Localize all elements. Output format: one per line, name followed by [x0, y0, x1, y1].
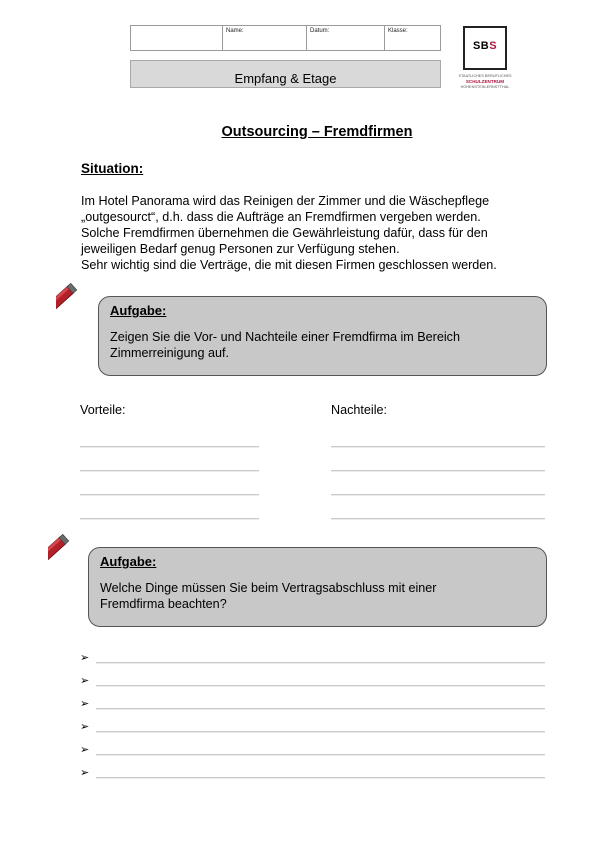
- school-logo: [463, 26, 507, 70]
- task-1-heading: Aufgabe:: [110, 303, 167, 318]
- disadvantages-write-line[interactable]: [331, 470, 545, 471]
- situation-line: Sehr wichtig sind die Verträge, die mit diesen Firmen geschlossen werden.: [81, 258, 497, 272]
- task-box-2: [88, 547, 547, 627]
- disadvantages-write-line[interactable]: [331, 446, 545, 447]
- advantages-write-line[interactable]: [80, 494, 259, 495]
- name-field[interactable]: [222, 26, 306, 50]
- header-form: [130, 25, 441, 51]
- bullet-arrow-icon: ➢: [80, 721, 90, 733]
- advantages-write-line[interactable]: [80, 470, 259, 471]
- class-field[interactable]: [384, 26, 440, 50]
- subject-banner: Empfang & Etage: [130, 60, 441, 88]
- task-2-heading: Aufgabe:: [100, 554, 157, 569]
- bullet-arrow-icon: ➢: [80, 767, 90, 779]
- date-label: Datum:: [310, 28, 330, 34]
- task-2-line: Fremdfirma beachten?: [100, 597, 227, 611]
- advantages-write-line[interactable]: [80, 446, 259, 447]
- advantages-label: Vorteile:: [80, 403, 126, 417]
- bullet-arrow-icon: ➢: [80, 675, 90, 687]
- task-1-line: Zimmerreinigung auf.: [110, 346, 229, 360]
- date-field[interactable]: [306, 26, 384, 50]
- situation-text: [81, 193, 571, 273]
- situation-line: jeweiligen Bedarf genug Personen zur Verfügung stehen.: [81, 242, 400, 256]
- task-box-1: [98, 296, 547, 376]
- answer-write-line[interactable]: [96, 662, 545, 663]
- name-label: Name:: [226, 28, 244, 34]
- logo-line-2: SCHULZENTRUM: [465, 79, 505, 84]
- logo-mark: SBS: [472, 40, 498, 52]
- bullet-arrow-icon: ➢: [80, 652, 90, 664]
- disadvantages-write-line[interactable]: [331, 518, 545, 519]
- page-title: Outsourcing – Fremdfirmen: [221, 124, 413, 140]
- pencil-icon: [56, 283, 110, 343]
- situation-heading: Situation:: [81, 161, 144, 176]
- disadvantages-label: Nachteile:: [331, 403, 388, 417]
- bullet-arrow-icon: ➢: [80, 744, 90, 756]
- situation-line: Solche Fremdfirmen übernehmen die Gewährleistung dafür, dass für den: [81, 226, 488, 240]
- answer-write-line[interactable]: [96, 685, 545, 686]
- task-2-text: [100, 580, 540, 612]
- task-2-line: Welche Dinge müssen Sie beim Vertragsabschluss mit einer: [100, 581, 437, 595]
- situation-line: Im Hotel Panorama wird das Reinigen der Zimmer und die Wäschepflege: [81, 194, 490, 208]
- answer-write-line[interactable]: [96, 754, 545, 755]
- pencil-icon: [48, 534, 102, 594]
- task-1-line: Zeigen Sie die Vor- und Nachteile einer Fremdfirma im Bereich: [110, 330, 460, 344]
- advantages-write-line[interactable]: [80, 518, 259, 519]
- logo-line-3: HOHENSTEIN-ERNSTTHAL: [460, 85, 510, 89]
- answer-write-line[interactable]: [96, 708, 545, 709]
- answer-write-line[interactable]: [96, 731, 545, 732]
- situation-line: „outgesourct“, d.h. dass die Aufträge an Fremdfirmen vergeben werden.: [81, 210, 481, 224]
- answer-write-line[interactable]: [96, 777, 545, 778]
- class-label: Klasse:: [388, 28, 408, 34]
- bullet-arrow-icon: ➢: [80, 698, 90, 710]
- disadvantages-write-line[interactable]: [331, 494, 545, 495]
- task-1-text: [110, 329, 540, 361]
- logo-line-1: STAATLICHES BERUFLICHES: [458, 74, 512, 78]
